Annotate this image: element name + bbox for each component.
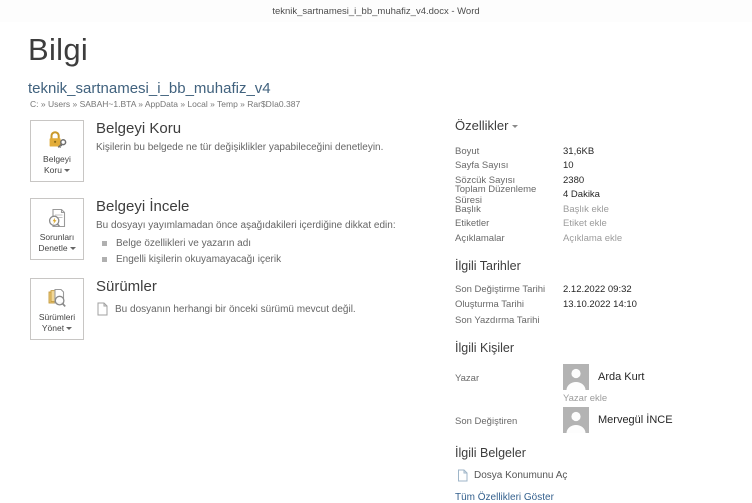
inspect-section-description: Bu dosyayı yayımlamadan önce aşağıdakileri içerdiğine dikkat edin: [96,220,396,231]
avatar [563,407,589,433]
document-name: teknik_sartnamesi_i_bb_muhafiz_v4 [28,80,271,97]
last-modified-contact-card[interactable] [563,407,673,433]
section-protect-document [30,120,383,182]
property-row-title: Başlık Başlık ekle [455,203,609,215]
dropdown-arrow-icon [64,169,70,172]
manage-versions-icon [46,286,69,310]
versions-section-title: Sürümler [96,278,157,295]
related-documents-header: İlgili Belgeler [455,446,526,460]
show-all-properties-link[interactable]: Tüm Özellikleri Göster [455,492,554,503]
check-for-issues-button[interactable] [30,198,84,260]
related-people-header: İlgili Kişiler [455,341,515,355]
author-contact-card[interactable] [563,364,644,390]
protect-section-text [96,120,383,153]
property-row-comments: Açıklamalar Açıklama ekle [455,232,623,244]
section-versions [30,278,356,340]
version-document-icon [96,302,108,316]
dropdown-arrow-icon [70,247,76,250]
add-author-field[interactable]: Yazar ekle [563,393,608,404]
property-row-size: Boyut 31,6KB [455,145,595,157]
manage-versions-button[interactable] [30,278,84,340]
versions-section-text [96,278,356,316]
protect-document-button[interactable] [30,120,84,182]
author-row: Yazar Arda Kurt [455,364,740,390]
document-path: C: » Users » SABAH~1.BTA » AppData » Local » Temp » Rar$DIa0.387 [30,99,301,109]
chevron-down-icon [512,125,518,128]
inspect-bullet-item: Belge özellikleri ve yazarın adı [102,238,396,249]
bullet-icon [102,257,107,262]
inspect-bullet-list [102,238,396,265]
inspect-section-text [96,198,396,270]
manage-versions-button-label: Sürümleri Yönet [38,312,76,334]
window-titlebar [0,0,752,22]
bullet-icon [102,241,107,246]
file-location-icon [457,469,468,482]
dropdown-arrow-icon [66,327,72,330]
page-title: Bilgi [28,32,89,67]
last-modified-name: Mervegül İNCE [598,414,673,426]
protect-section-description: Kişilerin bu belgede ne tür değişiklikler yapabileceğini denetleyin. [96,142,384,153]
inspect-section-title: Belgeyi İncele [96,198,190,215]
inspect-bullet-item: Engelli kişilerin okuyamayacağı içerik [102,254,396,265]
properties-header-dropdown[interactable]: Özellikler [455,118,740,133]
properties-panel [455,118,740,503]
avatar [563,364,589,390]
window-title: teknik_sartnamesi_i_bb_muhafiz_v4.docx - Word [272,5,480,17]
add-tag-field[interactable]: Etiket ekle [563,218,607,230]
related-dates-header: İlgili Tarihler [455,258,521,273]
author-name: Arda Kurt [598,371,645,383]
protect-section-title: Belgeyi Koru [96,120,182,137]
add-title-field[interactable]: Başlık ekle [563,203,609,215]
inspect-document-icon [46,206,69,230]
no-previous-versions-note: Bu dosyanın herhangi bir önceki sürümü mevcut değil. [96,302,356,316]
add-comment-field[interactable]: Açıklama ekle [563,232,623,244]
protect-button-label: Belgeyi Koru [43,154,71,176]
lock-key-icon [46,128,69,152]
section-inspect-document [30,198,396,270]
property-row-tags: Etiketler Etiket ekle [455,218,607,230]
property-row-editing-time: Toplam Düzenleme Süresi 4 Dakika [455,183,600,206]
date-row-modified: Son Değiştirme Tarihi 2.12.2022 09:32 [455,283,632,295]
date-row-created: Oluşturma Tarihi 13.10.2022 14:10 [455,299,637,311]
property-row-words: Sözcük Sayısı 2380 [455,174,585,186]
check-for-issues-button-label: Sorunları Denetle [38,232,75,254]
date-row-printed: Son Yazdırma Tarihi [455,314,540,326]
property-row-pages: Sayfa Sayısı 10 [455,160,574,172]
last-modified-by-row: Son Değiştiren Mervegül İNCE [455,407,740,433]
open-file-location-link[interactable]: Dosya Konumunu Aç [457,469,740,482]
